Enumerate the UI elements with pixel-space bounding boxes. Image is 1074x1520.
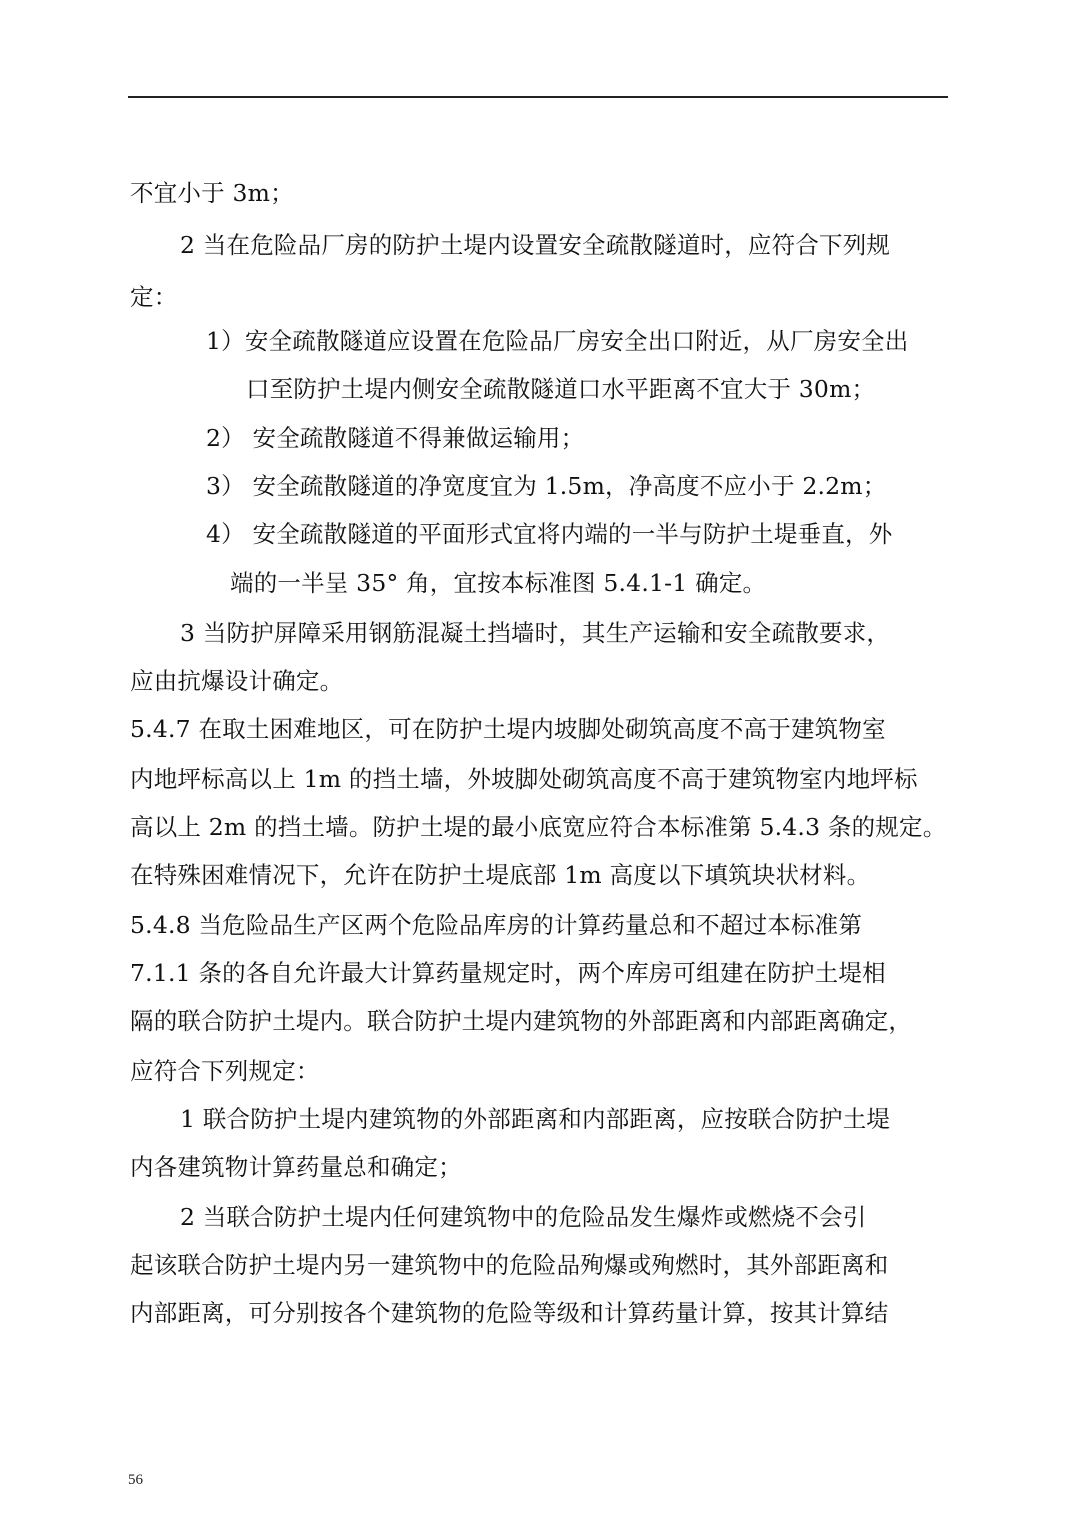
text-line: 2 当联合防护土堤内任何建筑物中的危险品发生爆炸或燃烧不会引 [180,1203,867,1231]
text-line: 7.1.1 条的各自允许最大计算药量规定时，两个库房可组建在防护土堤相 [130,959,886,987]
text-line: 隔的联合防护土堤内。联合防护土堤内建筑物的外部距离和内部距离确定， [130,1007,913,1035]
text-line: 不宜小于 3m； [130,179,294,207]
text-line: 应符合下列规定： [130,1057,320,1085]
header-rule [128,96,948,98]
section-heading-line: 5.4.7 在取土困难地区，可在防护土堤内坡脚处砌筑高度不高于建筑物室 [130,715,886,743]
text-line: 内地坪标高以上 1m 的挡土墙，外坡脚处砌筑高度不高于建筑物室内地坪标 [130,765,918,793]
text-line: 定： [130,283,178,311]
text-line: 3 当防护屏障采用钢筋混凝土挡墙时，其生产运输和安全疏散要求， [180,619,891,647]
text-line: 应由抗爆设计确定。 [130,667,344,695]
text-line: 内部距离，可分别按各个建筑物的危险等级和计算药量计算，按其计算结 [130,1299,889,1327]
text-line: 端的一半呈 35° 角，宜按本标准图 5.4.1-1 确定。 [230,569,767,597]
text-line: 2 当在危险品厂房的防护土堤内设置安全疏散隧道时，应符合下列规 [180,231,891,259]
text-line: 口至防护土堤内侧安全疏散隧道口水平距离不宜大于 30m； [246,375,876,403]
page-number: 56 [128,1472,143,1488]
section-heading-line: 5.4.8 当危险品生产区两个危险品库房的计算药量总和不超过本标准第 [130,911,863,939]
list-item: 4） 安全疏散隧道的平面形式宜将内端的一半与防护土堤垂直，外 [206,520,893,548]
list-item: 1）安全疏散隧道应设置在危险品厂房安全出口附近，从厂房安全出 [206,327,909,355]
text-line: 在特殊困难情况下，允许在防护土堤底部 1m 高度以下填筑块状材料。 [130,861,871,889]
text-line: 内各建筑物计算药量总和确定； [130,1153,462,1181]
text-line: 高以上 2m 的挡土墙。防护土堤的最小底宽应符合本标准第 5.4.3 条的规定。 [130,813,947,841]
list-item: 2） 安全疏散隧道不得兼做运输用； [206,424,585,452]
list-item: 3） 安全疏散隧道的净宽度宜为 1.5m，净高度不应小于 2.2m； [206,472,887,500]
text-line: 起该联合防护土堤内另一建筑物中的危险品殉爆或殉燃时，其外部距离和 [130,1251,889,1279]
text-line: 1 联合防护土堤内建筑物的外部距离和内部距离，应按联合防护土堤 [180,1105,891,1133]
